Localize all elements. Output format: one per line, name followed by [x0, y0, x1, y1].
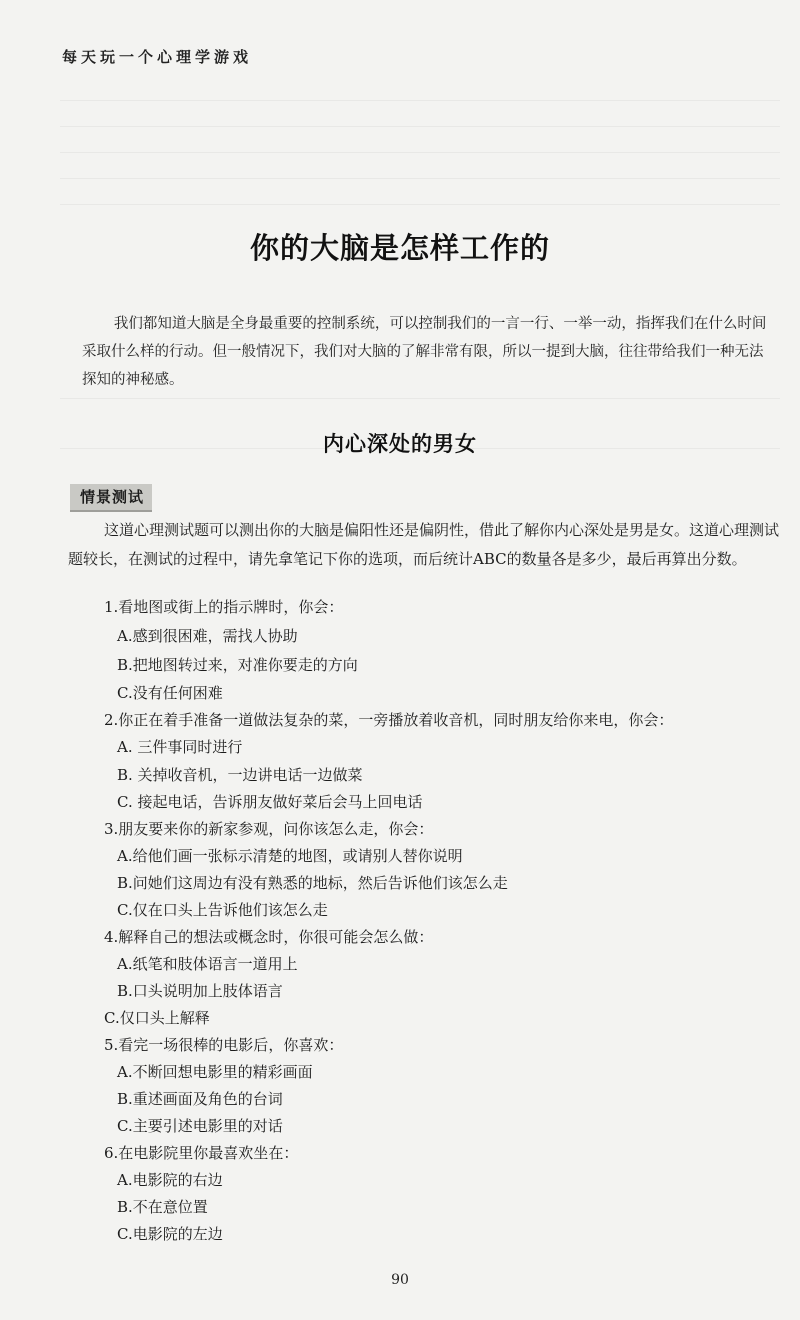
show-through-line	[60, 204, 780, 205]
scenario-test-tag: 情景测试	[70, 484, 152, 512]
question-2: 2.你正在着手准备一道做法复杂的菜，一旁播放着收音机，同时朋友给你来电，你会：	[104, 711, 674, 729]
option-5c: C.主要引述电影里的对话	[117, 1117, 283, 1135]
show-through-line	[60, 398, 780, 399]
option-2b: B. 关掉收音机，一边讲电话一边做菜	[117, 766, 363, 784]
option-5a: A.不断回想电影里的精彩画面	[117, 1063, 313, 1081]
option-3b: B.问她们这周边有没有熟悉的地标，然后告诉他们该怎么走	[117, 874, 508, 892]
option-3a: A.给他们画一张标示清楚的地图，或请别人替你说明	[117, 847, 463, 865]
option-5b: B.重述画面及角色的台词	[117, 1090, 283, 1108]
running-head: 每天玩一个心理学游戏	[62, 48, 253, 66]
question-6: 6.在电影院里你最喜欢坐在：	[104, 1144, 299, 1162]
option-1a: A.感到很困难，需找人协助	[117, 627, 298, 645]
option-4b: B.口头说明加上肢体语言	[117, 982, 283, 1000]
option-6b: B.不在意位置	[117, 1198, 208, 1216]
question-3: 3.朋友要来你的新家参观，问你该怎么走，你会：	[104, 820, 434, 838]
question-4: 4.解释自己的想法或概念时，你很可能会怎么做：	[104, 928, 434, 946]
page-number: 90	[391, 1272, 409, 1288]
show-through-line	[60, 100, 780, 101]
option-3c: C.仅在口头上告诉他们该怎么走	[117, 901, 328, 919]
option-6a: A.电影院的右边	[117, 1171, 223, 1189]
section-title: 内心深处的男女	[323, 432, 477, 456]
chapter-title: 你的大脑是怎样工作的	[249, 231, 550, 265]
option-2c: C. 接起电话，告诉朋友做好菜后会马上回电话	[117, 793, 423, 811]
show-through-line	[60, 126, 780, 127]
test-description: 这道心理测试题可以测出你的大脑是偏阳性还是偏阴性，借此了解你内心深处是男是女。这道心理测试题较长，在测试的过程中，请先拿笔记下你的选项，而后统计ABC的数量各是多少，最后再算出分数。	[68, 521, 780, 568]
show-through-line	[60, 178, 780, 179]
option-4c: C.仅口头上解释	[104, 1009, 210, 1027]
option-1c: C.没有任何困难	[117, 684, 223, 702]
option-4a: A.纸笔和肢体语言一道用上	[117, 955, 298, 973]
option-2a: A. 三件事同时进行	[117, 738, 243, 756]
question-5: 5.看完一场很棒的电影后，你喜欢：	[104, 1036, 344, 1054]
intro-paragraph: 我们都知道大脑是全身最重要的控制系统，可以控制我们的一言一行、一举一动，指挥我们在什么时间采取什么样的行动。但一般情况下，我们对大脑的了解非常有限，所以一提到大脑，往往带给我们一种无法探知的神秘感。	[82, 316, 767, 388]
show-through-line	[60, 152, 780, 153]
option-1b: B.把地图转过来，对准你要走的方向	[117, 656, 358, 674]
question-1: 1.看地图或街上的指示牌时，你会：	[104, 598, 344, 616]
option-6c: C.电影院的左边	[117, 1225, 223, 1243]
